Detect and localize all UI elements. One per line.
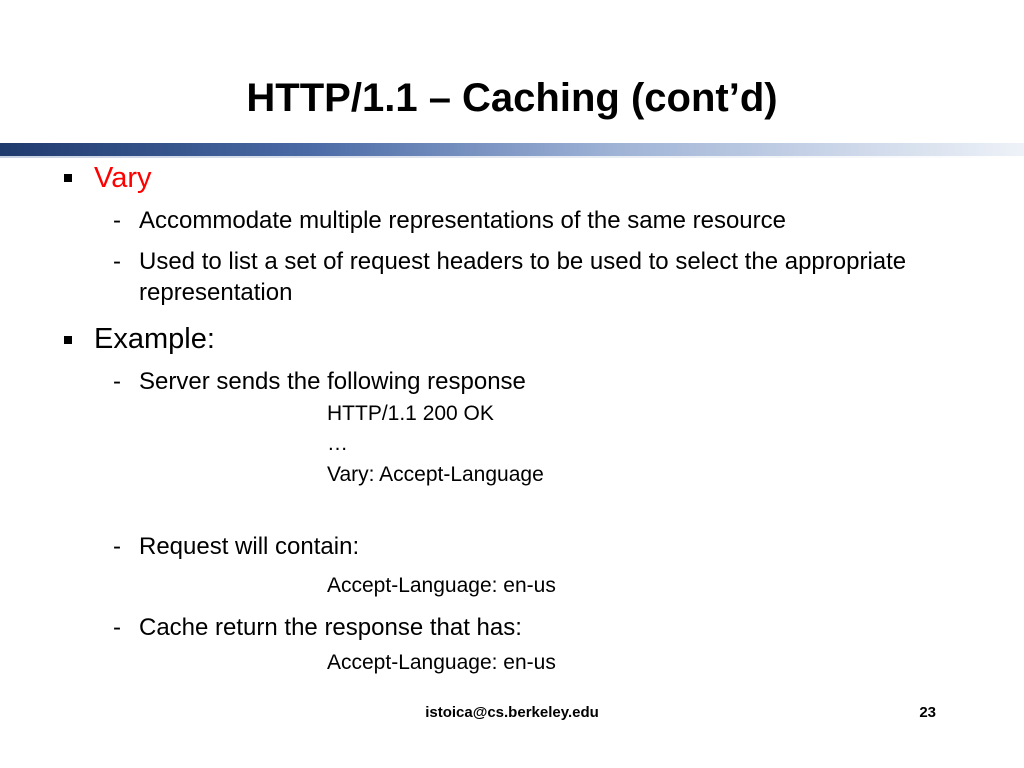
response-status-line: HTTP/1.1 200 OK	[327, 402, 494, 425]
subitem-cache-return: Cache return the response that has:	[139, 614, 522, 641]
dash-icon: -	[113, 614, 121, 641]
dash-icon: -	[113, 368, 121, 395]
dash-icon: -	[113, 533, 121, 560]
subitem-used-to-list: Used to list a set of request headers to be used to select the appropriate representation	[139, 248, 907, 306]
title-divider-bar	[0, 143, 1024, 156]
bullet-icon	[64, 174, 72, 182]
cache-header-line: Accept-Language: en-us	[327, 651, 556, 674]
slide-title: HTTP/1.1 – Caching (cont’d)	[246, 76, 778, 120]
footer-email: istoica@cs.berkeley.edu	[425, 704, 599, 721]
response-vary-header: Vary: Accept-Language	[327, 463, 544, 486]
page-number: 23	[919, 704, 936, 721]
bullet-vary: Vary	[94, 162, 152, 194]
subitem-request-contain: Request will contain:	[139, 533, 360, 560]
dash-icon: -	[113, 248, 121, 275]
subitem-server-sends: Server sends the following response	[139, 368, 526, 395]
subitem-accommodate: Accommodate multiple representations of the same resource	[139, 207, 786, 234]
dash-icon: -	[113, 207, 121, 234]
bullet-example: Example:	[94, 323, 215, 355]
request-header-line: Accept-Language: en-us	[327, 574, 556, 597]
response-ellipsis: …	[327, 432, 348, 455]
bullet-icon	[64, 336, 72, 344]
